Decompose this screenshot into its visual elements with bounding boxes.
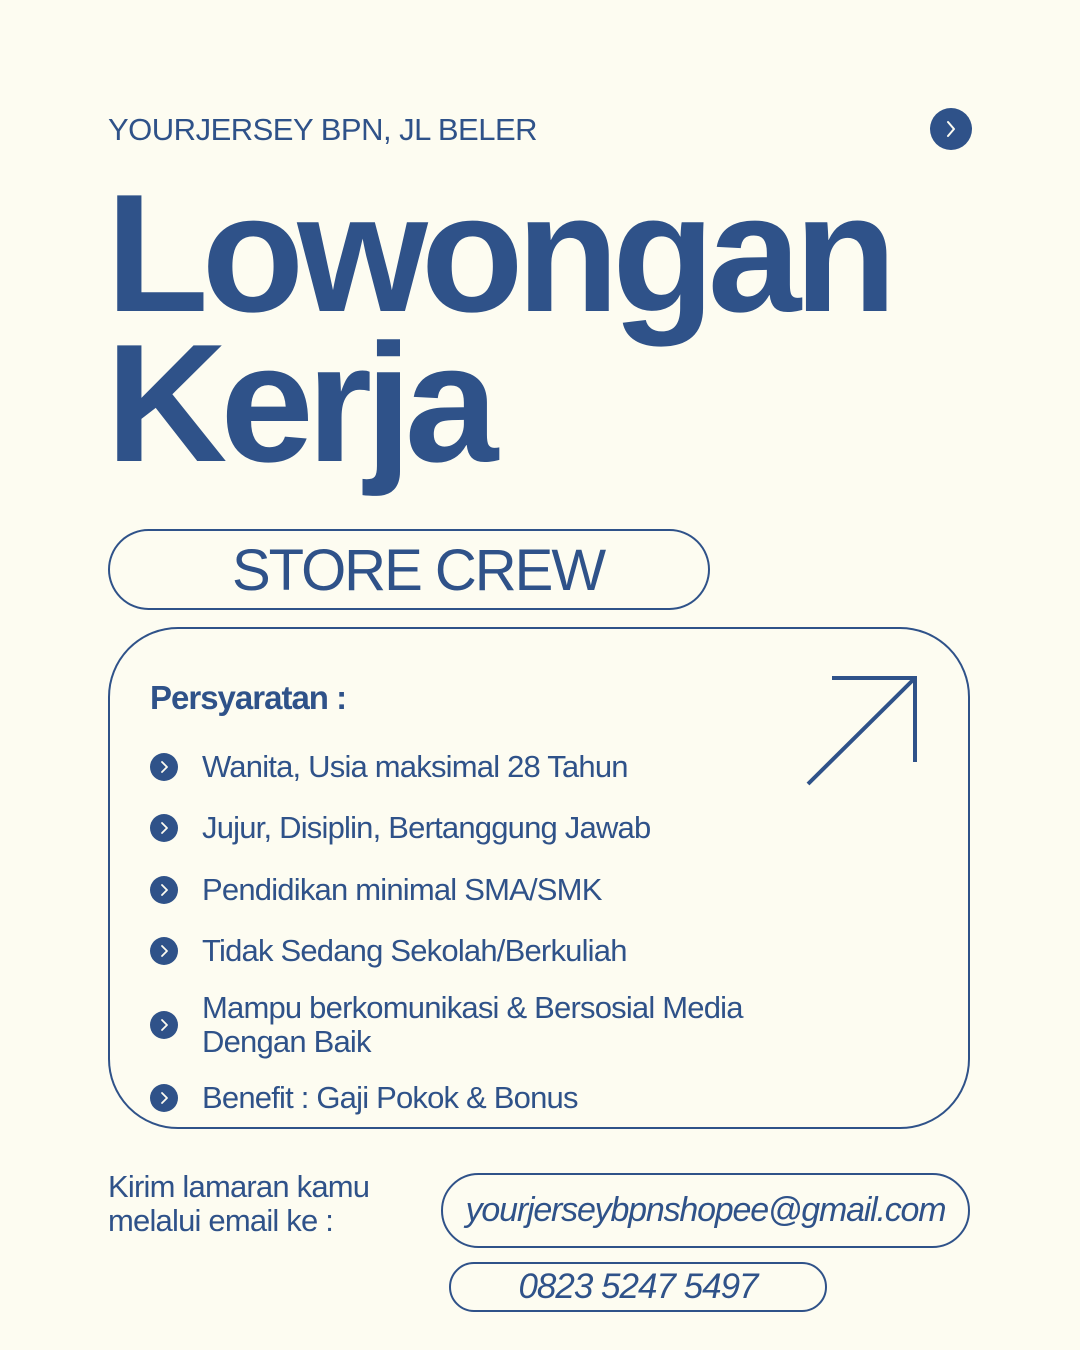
requirement-text: Tidak Sedang Sekolah/Berkuliah (202, 933, 627, 968)
chevron-right-icon (150, 753, 178, 781)
requirement-text: Benefit : Gaji Pokok & Bonus (202, 1080, 578, 1115)
email-address: yourjerseybpnshopee@gmail.com (465, 1191, 946, 1229)
chevron-right-icon (150, 814, 178, 842)
phone-number: 0823 5247 5497 (518, 1267, 758, 1306)
page-title (106, 159, 890, 497)
requirement-text: Jujur, Disiplin, Bertanggung Jawab (202, 810, 651, 845)
list-item (150, 811, 842, 845)
requirements-title: Persyaratan : (150, 679, 347, 716)
chevron-right-icon (943, 118, 959, 140)
list-item (150, 873, 842, 907)
phone-link[interactable] (449, 1262, 827, 1312)
title-line-2: Kerja (106, 309, 492, 497)
store-location-text: YOURJERSEY BPN, JL BELER (108, 112, 538, 147)
contact-label (108, 1170, 428, 1238)
requirement-text: Pendidikan minimal SMA/SMK (202, 872, 602, 907)
position-label: STORE CREW (232, 538, 605, 603)
list-item (150, 934, 842, 968)
email-link[interactable] (441, 1173, 970, 1248)
list-item (150, 750, 842, 784)
chevron-right-icon (150, 937, 178, 965)
requirement-text: Wanita, Usia maksimal 28 Tahun (202, 749, 628, 784)
list-item (150, 991, 842, 1059)
requirement-text: Mampu berkomunikasi & Bersosial Media Dengan Baik (202, 990, 743, 1059)
list-item (150, 1081, 842, 1115)
title-line-1: Lowongan (106, 159, 890, 347)
chevron-right-icon (150, 1084, 178, 1112)
contact-label-line-1: Kirim lamaran kamu (108, 1169, 370, 1204)
chevron-right-icon (150, 1011, 178, 1039)
chevron-right-icon (150, 876, 178, 904)
position-badge (108, 529, 710, 610)
contact-label-line-2: melalui email ke : (108, 1203, 334, 1238)
next-button[interactable] (930, 108, 972, 150)
